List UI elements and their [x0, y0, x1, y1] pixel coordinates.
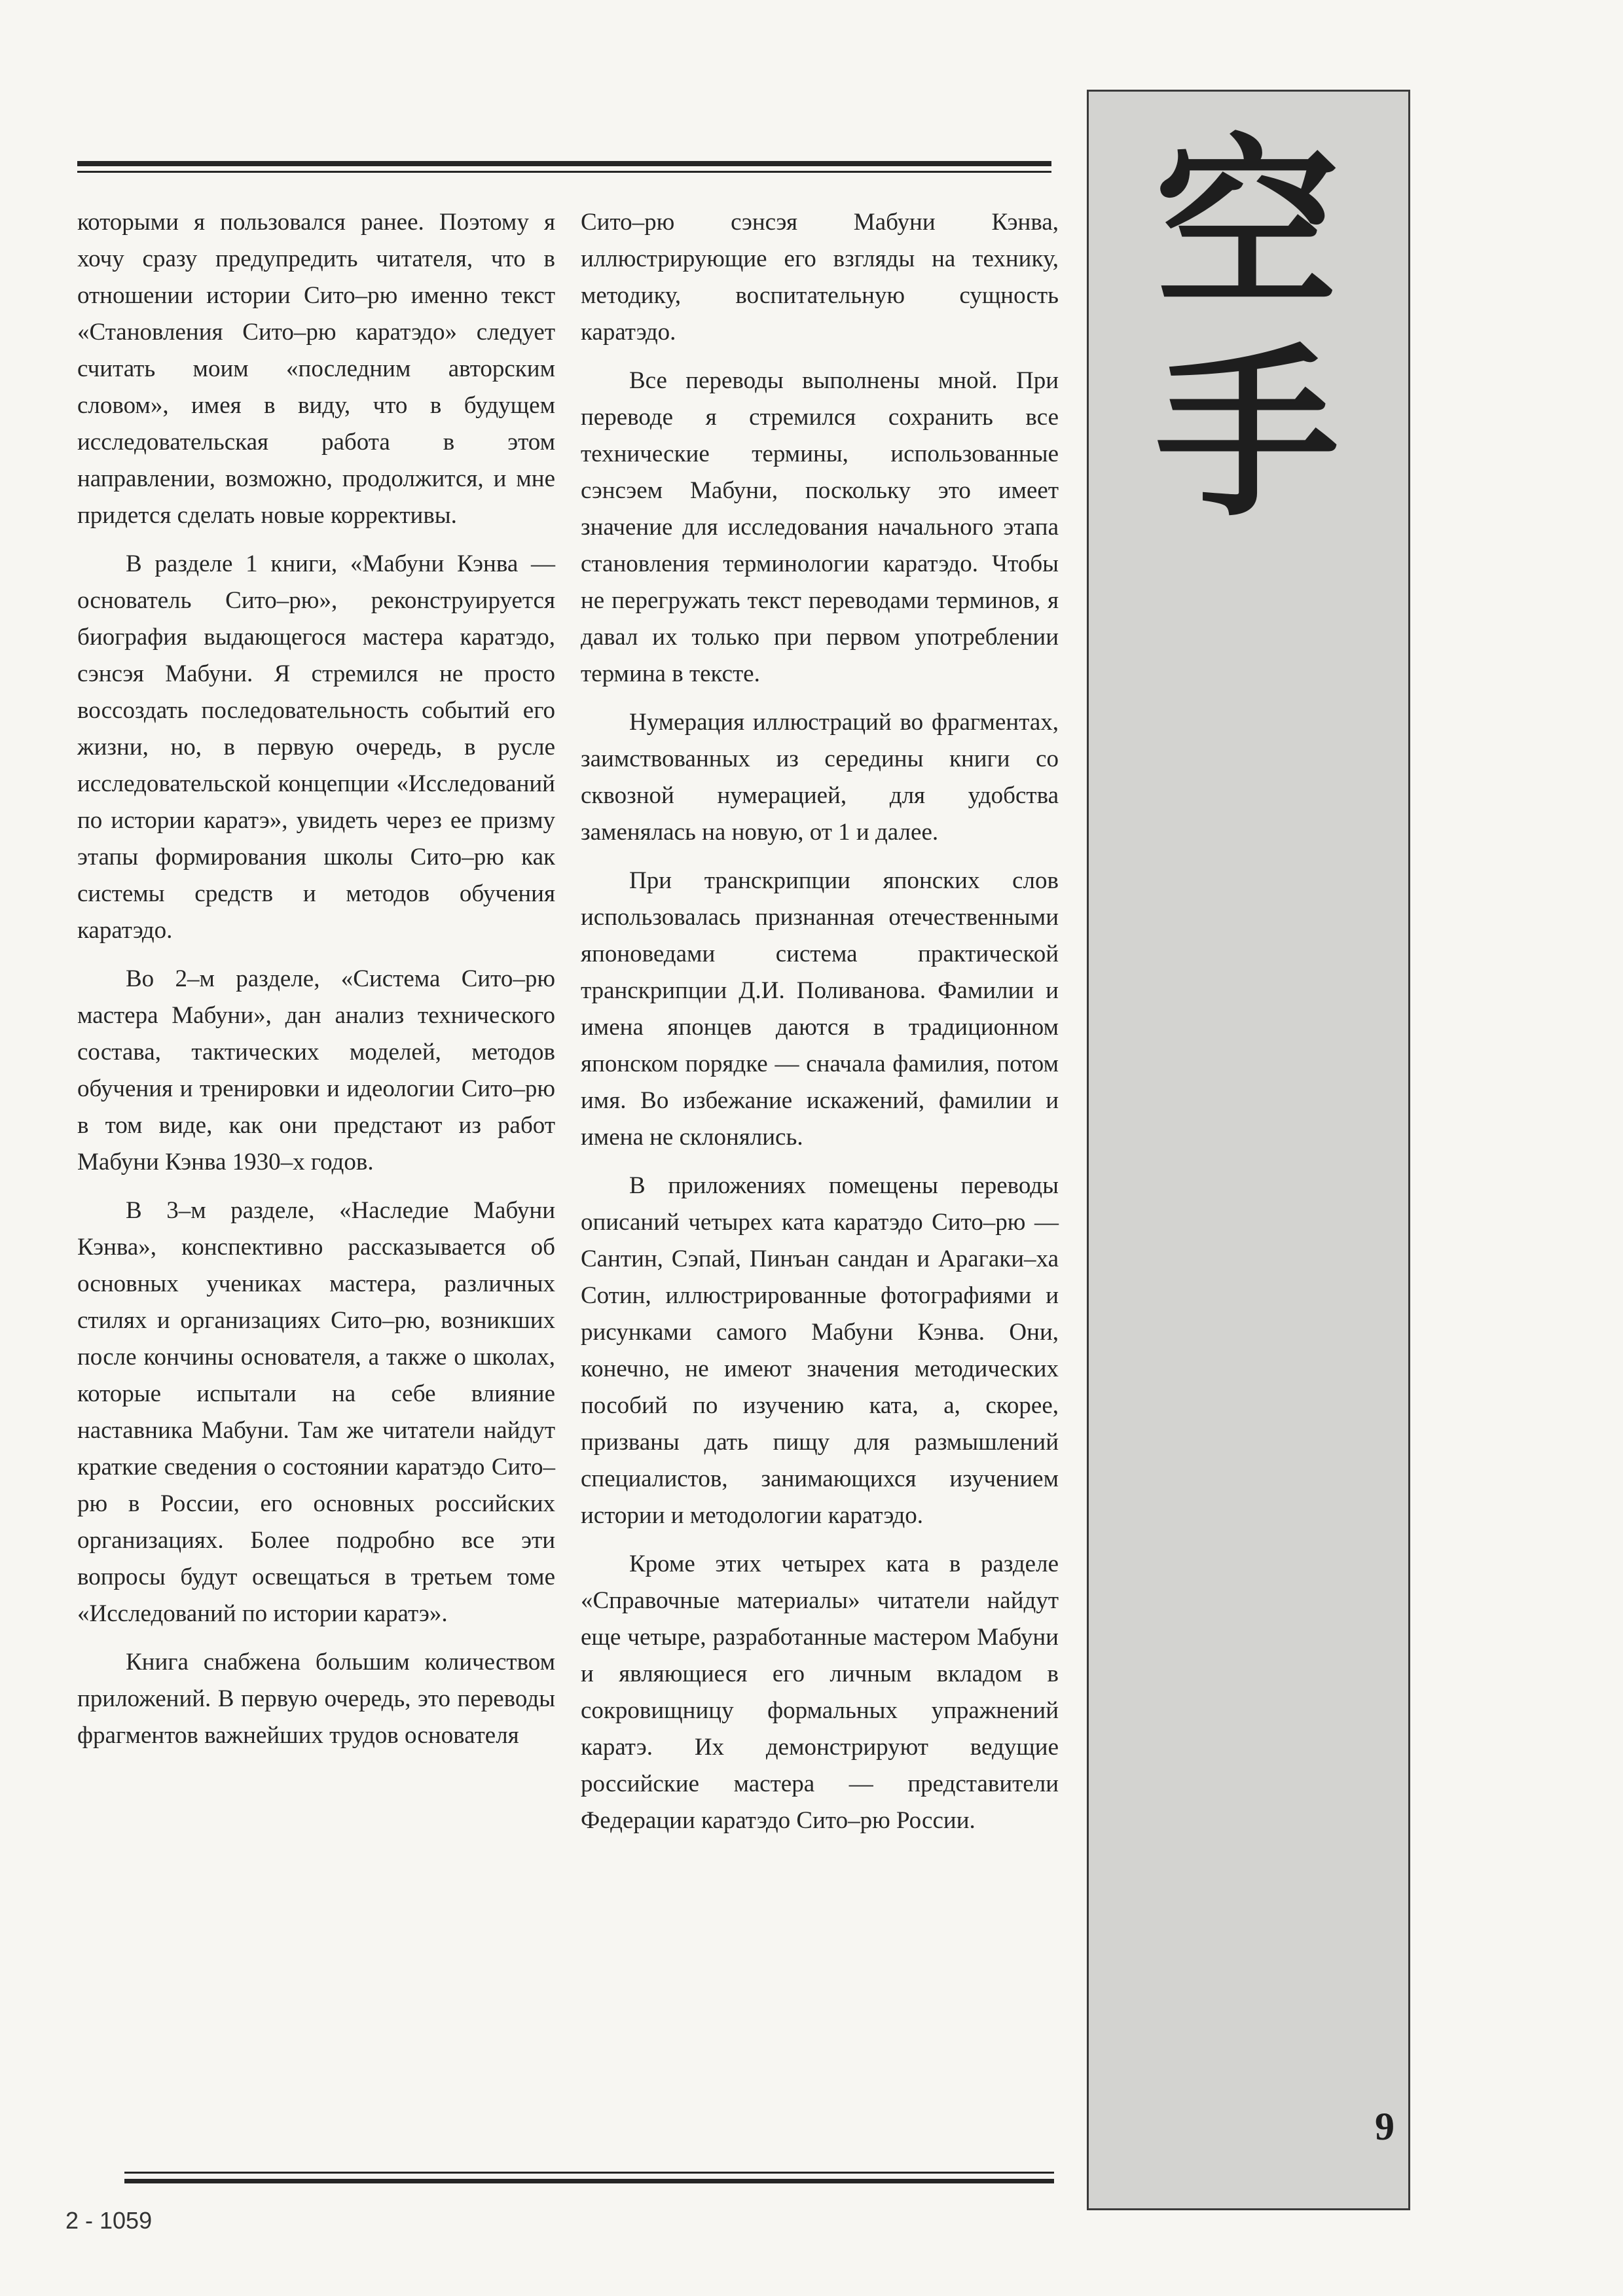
- paragraph: Сито–рю сэнсэя Мабуни Кэнва, иллюстрирующие его взгляды на технику, методику, воспитательную сущность каратэдо.: [581, 209, 1059, 346]
- top-rule: [77, 161, 1051, 173]
- paragraph: В 3–м разделе, «Наследие Мабуни Кэнва», конспективно рассказывается об основных учениках мастера, различных стилях и организациях Сито–рю, возникших после кончины основателя, а также о школах, которые испытали на себе влияние наставника Мабуни. Там же читатели найдут краткие сведения о состоянии каратэдо Сито–рю в России, его основных российских организациях. Более подробно все эти вопросы будут освещаться в третьем томе «Исследований по истории каратэ».: [77, 1197, 555, 1627]
- paragraph: При транскрипции японских слов использовалась признанная отечественными японоведами система практической транскрипции Д.И. Поливанова. Фамилии и имена японцев даются в традиционном японском порядке — сначала фамилия, потом имя. Во избежание искажений, фамилии и имена не склонялись.: [581, 867, 1059, 1151]
- paragraph: которыми я пользовался ранее. Поэтому я хочу сразу предупредить читателя, что в отношении истории Сито–рю именно текст «Становления Сито–рю каратэдо» следует считать моим «последним авторским словом», имея в виду, что в будущем исследовательская работа в этом направлении, возможно, продолжится, и мне придется сделать новые коррективы.: [77, 209, 555, 529]
- signature-mark: 2 - 1059: [65, 2207, 153, 2234]
- kanji-kara: 空: [1156, 119, 1339, 332]
- left-text-column: [77, 204, 555, 1766]
- right-text-column: [581, 204, 1059, 1851]
- paragraph: Все переводы выполнены мной. При переводе я стремился сохранить все технические термины, использованные сэнсэем Мабуни, поскольку это имеет значение для исследования начального этапа становления терминологии каратэдо. Чтобы не перегружать текст переводами терминов, я давал их только при первом употреблении термина в тексте.: [581, 367, 1059, 687]
- paragraph: Книга снабжена большим количеством приложений. В первую очередь, это переводы фрагментов важнейших трудов основателя: [77, 1649, 555, 1749]
- paragraph: В приложениях помещены переводы описаний четырех ката каратэдо Сито–рю — Сантин, Сэпай, Пинъан сандан и Арагаки–ха Сотин, иллюстрированные фотографиями и рисунками самого Мабуни Кэнва. Они, конечно, не имеют значения методических пособий по изучению ката, а, скорее, призваны дать пищу для размышлений специалистов, занимающихся изучением истории и методологии каратэдо.: [581, 1172, 1059, 1529]
- paragraph: Во 2–м разделе, «Система Сито–рю мастера Мабуни», дан анализ технического состава, тактических моделей, методов обучения и тренировки и идеологии Сито–рю в том виде, как они предстают из работ Мабуни Кэнва 1930–х годов.: [77, 965, 555, 1175]
- kanji-te: 手: [1156, 329, 1339, 542]
- paragraph: Нумерация иллюстраций во фрагментах, заимствованных из середины книги со сквозной нумерацией, для удобства заменялась на новую, от 1 и далее.: [581, 709, 1059, 846]
- page-number: 9: [1375, 2105, 1395, 2148]
- bottom-rule: [124, 2172, 1054, 2183]
- paragraph: Кроме этих четырех ката в разделе «Справочные материалы» читатели найдут еще четыре, разработанные мастером Мабуни и являющиеся его личным вкладом в сокровищницу формальных упражнений каратэ. Их демонстрируют ведущие российские мастера — представители Федерации каратэдо Сито–рю России.: [581, 1551, 1059, 1834]
- paragraph: В разделе 1 книги, «Мабуни Кэнва — основатель Сито–рю», реконструируется биография выдающегося мастера каратэдо, сэнсэя Мабуни. Я стремился не просто воссоздать последовательность событий его жизни, но, в первую очередь, в русле исследовательской концепции «Исследований по истории каратэ», увидеть через ее призму этапы формирования школы Сито–рю как системы средств и методов обучения каратэдо.: [77, 550, 555, 944]
